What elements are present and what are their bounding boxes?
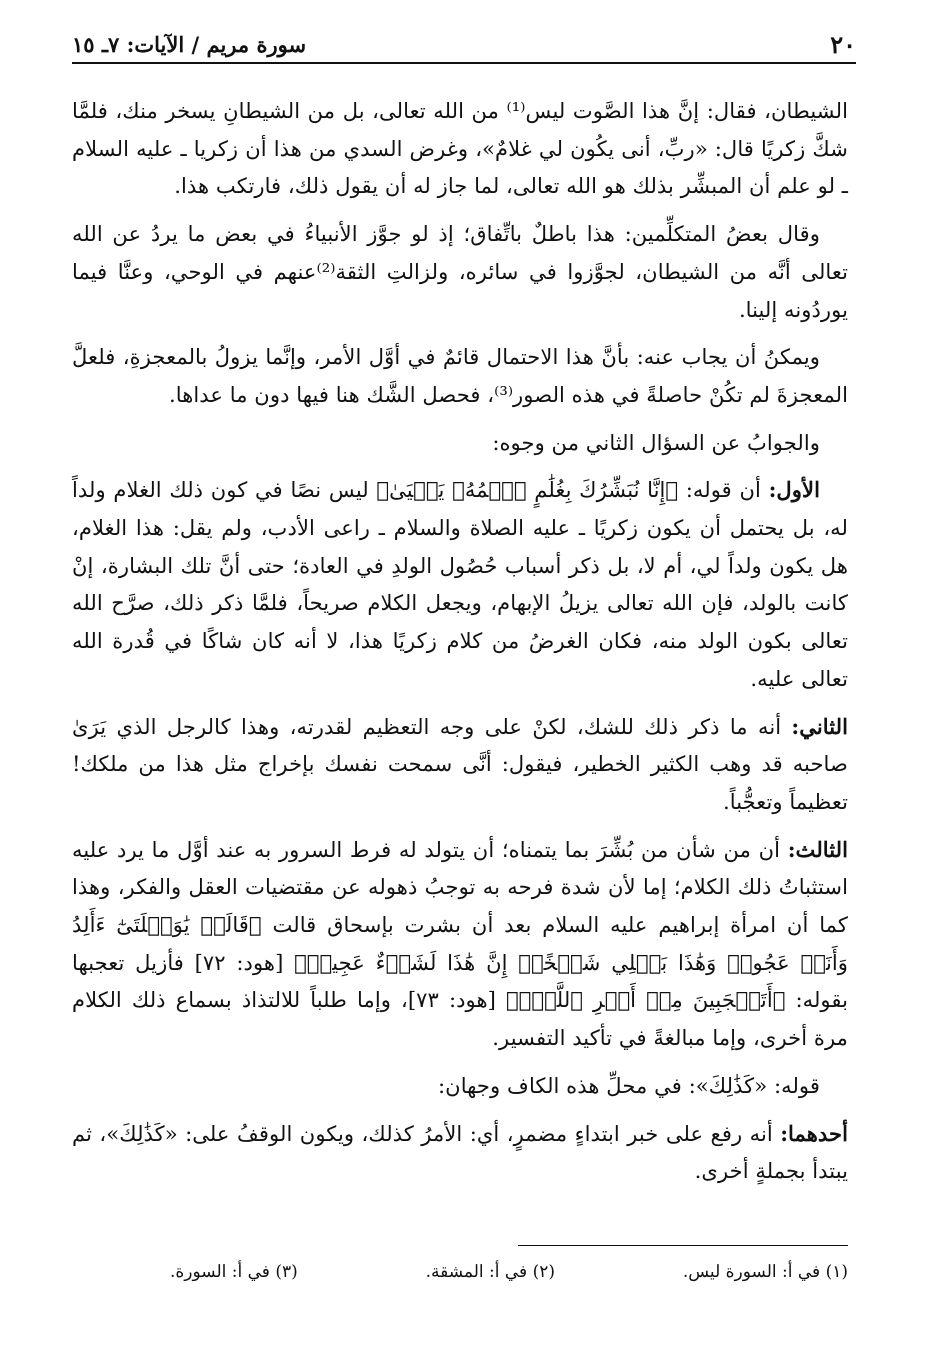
- paragraph-text: ويمكنُ أن يجاب عنه: بأنَّ هذا الاحتمال قائمٌ في أوَّل الأمر، وإنَّما يزولُ بالمعجزةِ، فلعلَّ المعجزةَ لم تكُنْ حاصلةً في هذه الصور⁽³⁾، فحصل الشَّك هنا فيها دون ما عداها.: [72, 344, 848, 407]
- page-number: ٢٠: [830, 30, 856, 59]
- paragraph-lead: أحدهما:: [780, 1120, 848, 1146]
- paragraph-text: الشيطان، فقال: إنَّ هذا الصَّوت ليس⁽¹⁾ من الله تعالى، بل من الشيطانِ يسخر منك، فلمَّا شكَّ زكريًا قال: «ربِّ، أنى يكُون لي غلامٌ»، وغرض السدي من هذا أن زكريا ـ عليه السلام ـ لو علم أن المبشِّر بذلك هو الله تعالى، لما جاز له أن يقول ذلك، فارتكب هذا.: [72, 98, 848, 199]
- paragraph-text: قوله: «كَذَٰلِكَ»: في محلِّ هذه الكاف وجهان:: [438, 1072, 820, 1098]
- paragraph: [72, 215, 848, 328]
- paragraph: [72, 1115, 848, 1190]
- footnote: (١) في أ: السورة ليس.: [682, 1262, 848, 1282]
- footnote: (٢) في أ: المشقة.: [425, 1262, 555, 1282]
- paragraph: [72, 424, 848, 462]
- running-title: سورة مريم / الآيات: ٧ـ ١٥: [72, 32, 307, 57]
- paragraph-lead: الثاني:: [791, 713, 848, 739]
- paragraph-text: والجوابُ عن السؤال الثاني من وجوه:: [492, 429, 820, 455]
- paragraph: [72, 708, 848, 821]
- paragraph: [72, 1067, 848, 1105]
- paragraph: [72, 338, 848, 413]
- paragraph: [72, 831, 848, 1057]
- paragraph: [72, 471, 848, 697]
- paragraph-text: أن قوله: ﴿إِنَّا نُبَشِّرُكَ بِغُلَٰمٍ ٱسۡمُهُۥ يَحۡيَىٰ﴾ ليس نصًا في كون ذلك الغلام ولداً له، بل يحتمل أن يكون زكريًا ـ عليه الصلاة والسلام ـ راعى الأدب، ولم يقل: هذا الغلام، هل يكون ولداً لي، أم لا، بل ذكر أسباب حُصُول الولدِ في العادة؛ حتى أنَّ تلك البشارة، إنْ كانت بالولد، فإن الله تعالى يزيلُ الإبهام، ويجعل الكلام صريحاً، فلمَّا ذكر ذلك، صرَّح الله تعالى بكون الولد منه، فكان الغرضُ من كلام زكريًا هذا، لا أنه كان شاكًا في قُدرة الله تعالى عليه.: [72, 477, 848, 691]
- paragraph-lead: الثالث:: [787, 836, 848, 862]
- paragraph-lead: الأول:: [768, 477, 820, 503]
- paragraph-text: أن من شأن من بُشِّرَ بما يتمناه؛ أن يتولد له فرط السرور به عند أوَّل ما يرد عليه استثباتُ ذلك الكلام؛ إما لأن شدة فرحه به توجبُ ذهوله عن مقتضيات العقل والفكر، وهذا كما أن امرأة إبراهيم عليه السلام بعد أن بشرت بإسحاق قالت ﴿قَالَتۡ يَٰوَيۡلَتَىٰٓ ءَأَلِدُ وَأَنَا۠ عَجُوزٞ وَهَٰذَا بَعۡلِي شَيۡخًاۖ إِنَّ هَٰذَا لَشَيۡءٌ عَجِيبٞ﴾ [هود: ٧٢] فأزيل تعجبها بقوله: ﴿أَتَعۡجَبِينَ مِنۡ أَمۡرِ ٱللَّهِۖ﴾ [هود: ٧٣]، وإما طلباً للالتذاذ بسماع ذلك الكلام مرة أخرى، وإما مبالغةً في تأكيد التفسير.: [72, 836, 848, 1051]
- body-text: [72, 92, 848, 1200]
- page-header: [72, 28, 856, 64]
- paragraph-text: أنه ما ذكر ذلك للشك، لكنْ على وجه التعظيم لقدرته، وهذا كالرجل الذي يَرَىٰ صاحبه قد وهب الكثير الخطير، فيقول: أنَّى سمحت نفسك بإخراج مثل هذا من ملكك! تعظيماً وتعجُّباً.: [72, 713, 848, 814]
- footnotes: [170, 1262, 848, 1282]
- footnote: (٣) في أ: السورة.: [170, 1262, 298, 1282]
- paragraph-text: وقال بعضُ المتكلِّمين: هذا باطلٌ باتِّفاق؛ إذ لو جوَّز الأنبياءُ في بعض ما يردُ عن الله تعالى أنَّه من الشيطان، لجوَّزوا في سائره، ولزالتِ الثقة⁽²⁾عنهم في الوحي، وعنَّا فيما يوردُونه إلينا.: [72, 221, 848, 322]
- paragraph-text: أنه رفع على خبر ابتداءٍ مضمرٍ، أي: الأمرُ كذلك، ويكون الوقفُ على: «كَذَٰلِكَ»، ثم يبتدأ بجملةٍ أخرى.: [72, 1120, 848, 1184]
- paragraph: [72, 92, 848, 205]
- footnote-divider: [518, 1245, 848, 1246]
